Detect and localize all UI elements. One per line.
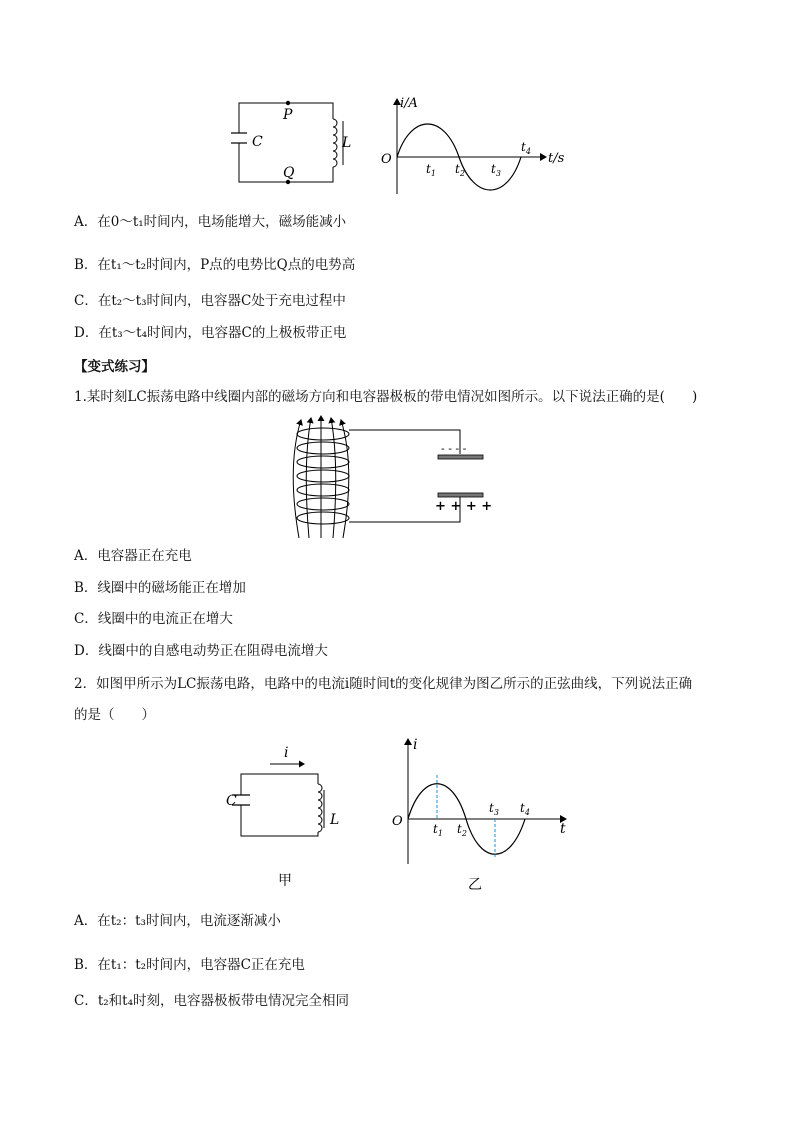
q1-option-c: C．线圈中的电流正在增大	[74, 611, 233, 627]
q1-option-b: B．线圈中的磁场能正在增加	[74, 580, 246, 596]
graph2-tick-t3: $t_3$	[489, 801, 499, 817]
q1-option-a: A．电容器正在充电	[74, 548, 192, 564]
label-Q: Q	[283, 165, 295, 181]
q1-stem: 1.某时刻LC振荡电路中线圈内部的磁场方向和电容器极板的带电情况如图所示。以下说法正确的是( )	[74, 389, 698, 405]
graph1-xlabel: t/s	[548, 151, 565, 166]
q0-option-b: B．在t₁～t₂时间内，P点的电势比Q点的电势高	[74, 257, 356, 273]
q0-option-a: A．在0～t₁时间内，电场能增大，磁场能减小	[74, 214, 347, 230]
q1-plate-top-charge: - - - -	[441, 442, 467, 455]
label-C: C	[252, 134, 263, 150]
graph1-tick-t1: $t_1$	[426, 162, 436, 178]
q2-label-i: i	[284, 745, 289, 761]
graph2-ylabel: i	[413, 737, 418, 753]
q2-stem-line2: 的是（ ）	[74, 707, 155, 723]
graph2-tick-t4: $t_4$	[520, 801, 530, 817]
q2-figure-yi	[388, 736, 573, 894]
q2-caption-jia: 甲	[278, 873, 292, 889]
q2-figure-jia	[220, 742, 355, 890]
q2-option-b: B．在t₁：t₂时间内，电容器C正在充电	[74, 957, 305, 973]
graph2-tick-t1: $t_1$	[433, 822, 443, 838]
q0-option-c: C．在t₂～t₃时间内，电容器C处于充电过程中	[74, 293, 346, 309]
figure-1-circuit	[225, 95, 355, 190]
graph1-origin: O	[381, 152, 392, 167]
graph2-tick-t2: $t_2$	[457, 822, 467, 838]
label-P: P	[283, 107, 293, 123]
q1-figure	[285, 412, 500, 540]
label-L: L	[342, 135, 352, 151]
figure-1-graph	[378, 95, 578, 195]
q1-plate-bottom-charge: + + + +	[435, 499, 493, 514]
q2-caption-yi: 乙	[468, 877, 482, 893]
graph1-tick-t3: $t_3$	[491, 162, 501, 178]
q2-option-a: A．在t₂：t₃时间内，电流逐渐减小	[74, 913, 281, 929]
graph1-tick-t4: $t_4$	[521, 140, 531, 156]
q1-option-d: D．线圈中的自感电动势正在阻碍电流增大	[74, 643, 328, 659]
graph2-xlabel: t	[560, 821, 566, 837]
q2-label-C: C	[226, 793, 237, 809]
graph1-ylabel: i/A	[400, 96, 418, 111]
section-title: 【变式练习】	[74, 359, 155, 375]
q2-option-c: C．t₂和t₄时刻，电容器极板带电情况完全相同	[74, 993, 350, 1009]
q2-label-L: L	[330, 812, 340, 828]
graph2-origin: O	[392, 814, 403, 829]
q0-option-d: D．在t₃～t₄时间内，电容器C的上极板带正电	[74, 325, 347, 341]
graph1-tick-t2: $t_2$	[455, 162, 465, 178]
q2-stem-line1: 2．如图甲所示为LC振荡电路，电路中的电流i随时间t的变化规律为图乙所示的正弦曲线，下列说法正确	[74, 676, 693, 692]
